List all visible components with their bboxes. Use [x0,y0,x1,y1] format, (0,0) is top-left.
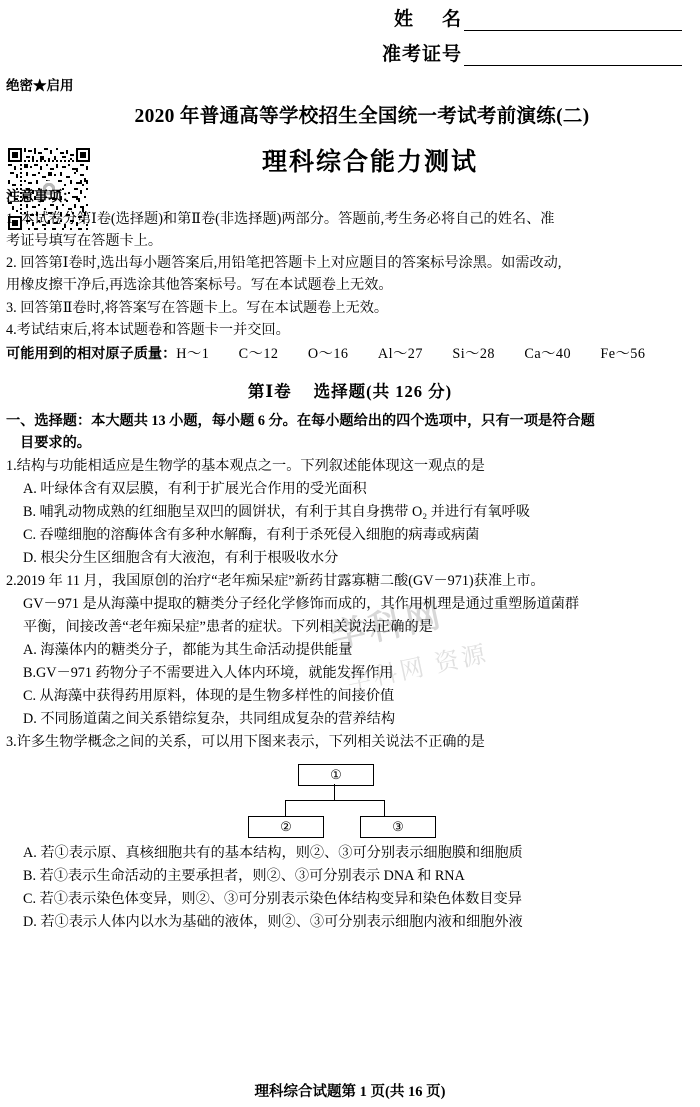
question-3-option-d[interactable]: D. 若①表示人体内以水为基础的液体，则②、③可分别表示细胞内液和细胞外液 [23,914,523,931]
page-footer: 理科综合试题第 1 页(共 16 页) [254,1084,446,1100]
question-1-option-c[interactable]: C. 吞噬细胞的溶酶体含有多种水解酶，有利于杀死侵入细胞的病毒或病菌 [23,527,480,544]
ticket-input-line[interactable] [464,45,682,66]
question-3-option-c[interactable]: C. 若①表示染色体变异，则②、③可分别表示染色体结构变异和染色体数目变异 [23,891,522,908]
ticket-label: 准考证号 [381,44,462,65]
question-1-option-d[interactable]: D. 根尖分生区细胞含有大液泡，有利于根吸收水分 [23,550,339,567]
question-3-stem: 3.许多生物学概念之间的关系，可以用下图来表示，下列相关说法不正确的是 [6,734,485,751]
question-3 [0,731,700,754]
question-1-option-b[interactable]: B. 哺乳动物成熟的红细胞呈双凹的圆饼状，有利于其自身携带 O₂ 并进行有氧呼吸 [23,504,531,521]
question-3-option-b[interactable]: B. 若①表示生命活动的主要承担者，则②、③可分别表示 DNA 和 RNA [23,868,465,885]
question-2-option-c[interactable]: C. 从海藻中获得药用原料，体现的是生物多样性的间接价值 [23,688,395,705]
notice-item: 考证号填写在答题卡上。 [6,233,163,250]
question-2-option-b[interactable]: B.GV－971 药物分子不需要进入人体内环境，就能发挥作用 [23,665,394,682]
name-field-row [0,4,700,31]
question-2-stem-cont: GV－971 是从海藻中提取的糖类分子经化学修饰而成的，其作用机理是通过重塑肠道菌群 [23,596,580,613]
subject-title: 理科综合能力测试 [261,149,478,176]
exam-title: 2020 年普通高等学校招生全国统一考试考前演练(二) [134,106,590,127]
relative-atomic-mass-line [6,343,692,366]
watermark-text: 学科网 [328,596,448,657]
diagram-connector-right [384,800,385,816]
notice-item: 1. 本试卷分第Ⅰ卷(选择题)和第Ⅱ卷(非选择题)两部分。答题前,考生务必将自己的姓名、准 [6,211,555,227]
concept-relationship-diagram [0,760,700,838]
diagram-box-top: ① [298,764,374,786]
question-3-option-a[interactable]: A. 若①表示原、真核细胞共有的基本结构，则②、③可分别表示细胞膜和细胞质 [23,845,523,862]
ticket-field-row [0,39,700,66]
relative-atomic-mass-label: 可能用到的相对原子质量： [6,345,177,362]
question-2-option-a[interactable]: A. 海藻体内的糖类分子，都能为其生命活动提供能量 [23,642,353,659]
question-1 [0,455,700,570]
question-2-stem-cont: 平衡，间接改善“老年痴呆症”患者的症状。下列相关说法正确的是 [23,619,433,636]
question-2-option-d[interactable]: D. 不同肠道菌之间关系错综复杂，共同组成复杂的营养结构 [23,711,396,728]
relative-atomic-mass-values: H～1 C～12 O～16 Al～27 Si～28 Ca～40 Fe～56 [176,345,646,362]
question-2-stem: 2.2019 年 11 月，我国原创的治疗“老年痴呆症”新药甘露寡糖二酸(GV－971)获准上市。 [6,573,545,590]
diagram-connector-left [285,800,286,816]
notice-item: 3. 回答第Ⅱ卷时,将答案写在答题卡上。写在本试题卷上无效。 [6,299,389,316]
question-1-stem: 1.结构与功能相适应是生物学的基本观点之一。下列叙述能体现这一观点的是 [6,458,485,475]
watermark-text-secondary: 学科网 资源 [344,641,491,697]
section-one-heading: 第Ⅰ卷 选择题(共 126 分) [247,381,453,401]
header-fields [0,0,700,66]
section-one-instructions-cont: 目要求的。 [20,435,91,452]
name-label: 姓 名 [393,9,462,30]
notice-item: 2. 回答第Ⅰ卷时,选出每小题答案后,用铅笔把答题卡上对应题目的答案标号涂黑。如需改动, [6,255,562,272]
section-one-instructions: 一、选择题：本大题共 13 小题，每小题 6 分。在每小题给出的四个选项中，只有一项是符合题 [6,412,595,429]
notice-block [0,186,700,366]
question-2 [0,570,700,731]
notice-item: 用橡皮擦干净后,再选涂其他答案标号。写在本试题卷上无效。 [6,277,393,294]
notice-item: 4.考试结束后,将本试题卷和答题卡一并交回。 [6,321,290,338]
diagram-connector-horizontal [285,800,384,801]
diagram-connector-vertical [334,784,335,800]
diagram-box-left: ② [248,816,324,838]
notice-title: 注意事项： [6,190,76,205]
question-1-option-a[interactable]: A. 叶绿体含有双层膜，有利于扩展光合作用的受光面积 [23,481,367,498]
name-input-line[interactable] [464,10,682,31]
secret-notice: 绝密★启用 [6,78,74,93]
question-3-options [0,842,700,934]
diagram-box-right: ③ [360,816,436,838]
